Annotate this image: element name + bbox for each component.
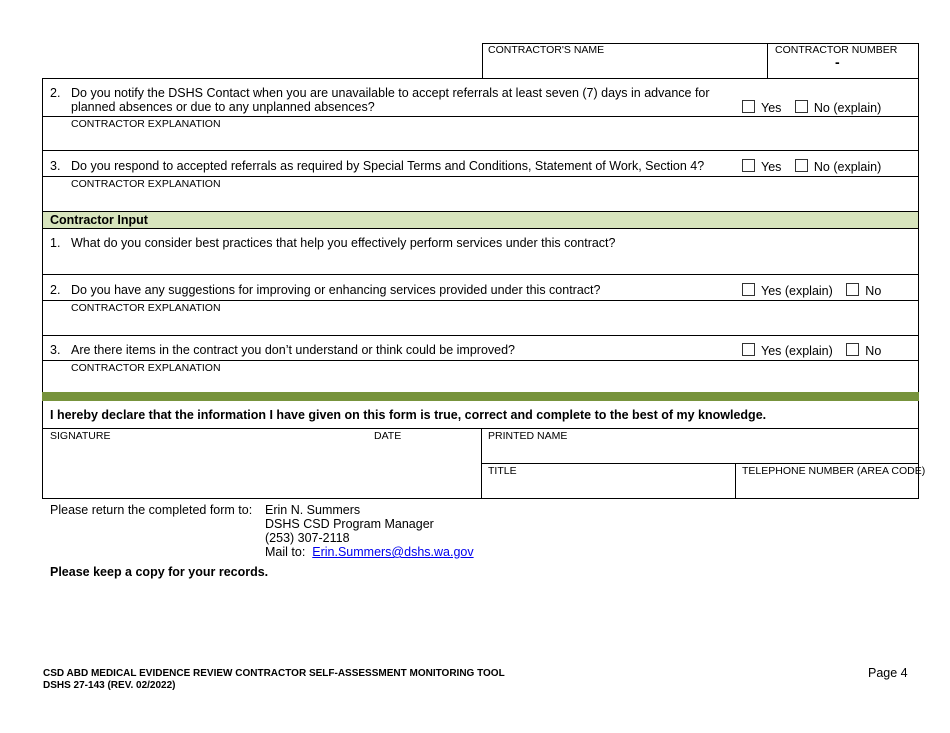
row-divider [42, 176, 919, 177]
question-number: 3. [50, 159, 61, 173]
no-checkbox[interactable] [846, 283, 859, 296]
header-divider [767, 43, 768, 78]
question-number: 2. [50, 283, 61, 297]
no-option[interactable] [795, 100, 881, 115]
header-right-border [918, 43, 919, 78]
no-checkbox[interactable] [846, 343, 859, 356]
explanation-label: CONTRACTOR EXPLANATION [71, 118, 221, 130]
return-contact [265, 503, 474, 559]
row-divider [481, 463, 919, 464]
contractor-name-field[interactable] [482, 55, 767, 77]
contractor-number-label: CONTRACTOR NUMBER [775, 44, 898, 56]
yes-checkbox[interactable] [742, 159, 755, 172]
table-bottom-border [42, 498, 919, 499]
question-text-line1: Do you notify the DSHS Contact when you are unavailable to accept referrals at least seven (7) days in advance for [71, 86, 710, 100]
telephone-label: TELEPHONE NUMBER (AREA CODE) [742, 465, 926, 477]
no-checkbox[interactable] [795, 159, 808, 172]
contractor-name-label: CONTRACTOR'S NAME [488, 44, 605, 56]
printed-name-field[interactable] [482, 442, 918, 462]
return-label: Please return the completed form to: [50, 503, 253, 517]
title-field[interactable] [482, 477, 734, 497]
date-label: DATE [374, 430, 402, 442]
question-text: What do you consider best practices that help you effectively perform services under this contract? [71, 236, 616, 250]
explanation-field[interactable] [43, 188, 918, 210]
yes-label: Yes (explain) [761, 284, 833, 298]
no-option[interactable] [846, 283, 881, 298]
printed-name-label: PRINTED NAME [488, 430, 568, 442]
declaration-text: I hereby declare that the information I have given on this form is true, correct and complete to the best of my knowledge. [50, 408, 767, 422]
row-divider [42, 150, 919, 151]
contact-role: DSHS CSD Program Manager [265, 517, 434, 531]
yes-option[interactable] [742, 283, 833, 298]
explanation-field[interactable] [43, 372, 918, 391]
table-right-border [918, 78, 919, 498]
no-checkbox[interactable] [795, 100, 808, 113]
question-text-line2: planned absences or due to any unplanned absences? [71, 100, 375, 114]
signature-field[interactable] [43, 442, 480, 497]
keep-copy-note: Please keep a copy for your records. [50, 565, 269, 579]
section-divider-band [42, 392, 919, 401]
question-number: 2. [50, 86, 61, 100]
row-divider [42, 335, 919, 336]
table-top-border [42, 78, 919, 79]
answer-options [742, 159, 891, 174]
yes-option[interactable] [742, 100, 781, 115]
explanation-label: CONTRACTOR EXPLANATION [71, 302, 221, 314]
question-text [71, 86, 731, 114]
section-heading: Contractor Input [43, 212, 918, 228]
no-label: No (explain) [813, 160, 882, 174]
no-label: No [865, 344, 882, 358]
answer-field[interactable] [43, 252, 918, 273]
yes-option[interactable] [742, 159, 781, 174]
telephone-field[interactable] [736, 477, 918, 497]
no-label: No (explain) [813, 101, 882, 115]
contractor-number-value[interactable]: - [835, 54, 840, 70]
no-option[interactable] [846, 343, 881, 358]
explanation-label: CONTRACTOR EXPLANATION [71, 362, 221, 374]
answer-options [742, 283, 891, 298]
explanation-field[interactable] [43, 128, 918, 149]
mail-prefix: Mail to: [265, 545, 306, 559]
page-number: Page 4 [868, 666, 908, 680]
explanation-field[interactable] [43, 312, 918, 334]
row-divider [42, 228, 919, 229]
row-divider [42, 116, 919, 117]
answer-options [742, 343, 891, 358]
row-divider [42, 274, 919, 275]
no-label: No [865, 284, 882, 298]
yes-checkbox[interactable] [742, 100, 755, 113]
yes-checkbox[interactable] [742, 283, 755, 296]
question-number: 3. [50, 343, 61, 357]
contact-mail [265, 545, 474, 559]
answer-options [742, 100, 891, 115]
question-text: Do you have any suggestions for improving or enhancing services provided under this contract? [71, 283, 601, 297]
form-number: DSHS 27-143 (REV. 02/2022) [43, 680, 176, 691]
explanation-label: CONTRACTOR EXPLANATION [71, 178, 221, 190]
yes-option[interactable] [742, 343, 833, 358]
email-link[interactable]: Erin.Summers@dshs.wa.gov [312, 545, 474, 559]
row-divider [42, 300, 919, 301]
footer-form-info [43, 668, 505, 692]
no-option[interactable] [795, 159, 881, 174]
question-text: Do you respond to accepted referrals as required by Special Terms and Conditions, Statement of Work, Section 4? [71, 159, 705, 173]
title-label: TITLE [488, 465, 517, 477]
contact-name: Erin N. Summers [265, 503, 361, 517]
yes-checkbox[interactable] [742, 343, 755, 356]
row-divider [42, 360, 919, 361]
yes-label: Yes [761, 101, 782, 115]
question-text: Are there items in the contract you don’t understand or think could be improved? [71, 343, 516, 357]
signature-label: SIGNATURE [50, 430, 111, 442]
yes-label: Yes (explain) [761, 344, 833, 358]
yes-label: Yes [761, 160, 782, 174]
contact-phone: (253) 307-2118 [265, 531, 350, 545]
question-number: 1. [50, 236, 61, 250]
form-title: CSD ABD MEDICAL EVIDENCE REVIEW CONTRACTOR SELF-ASSESSMENT MONITORING TOOL [43, 668, 505, 679]
